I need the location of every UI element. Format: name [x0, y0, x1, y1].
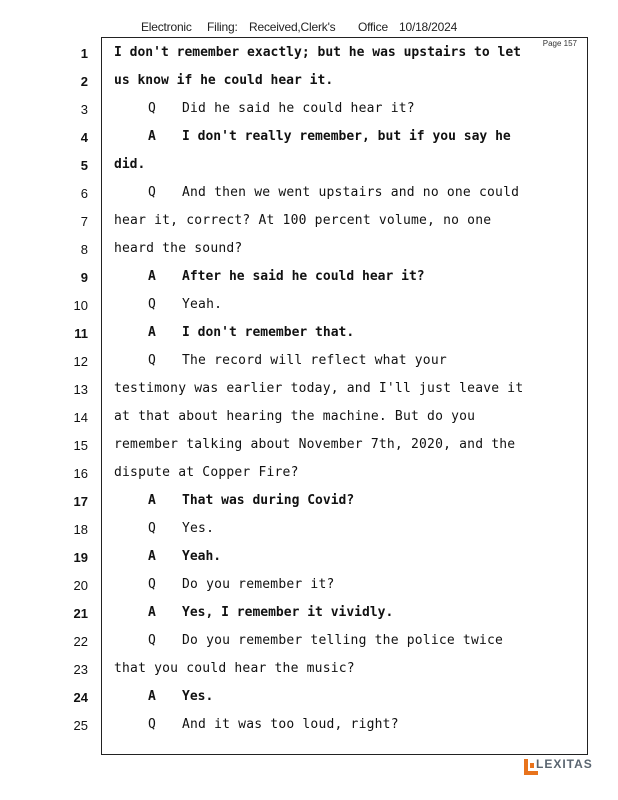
speaker-label: A: [148, 605, 156, 620]
line-text: us know if he could hear it.: [114, 73, 334, 88]
line-number: 23: [73, 662, 88, 677]
line-number: 7: [80, 214, 88, 229]
line-text: The record will reflect what your: [182, 353, 447, 368]
header-electronic: Electronic: [141, 20, 192, 34]
line-number: 4: [80, 130, 88, 145]
line-text: hear it, correct? At 100 percent volume, no one: [114, 213, 492, 228]
line-number: 19: [73, 550, 88, 565]
line-text: dispute at Copper Fire?: [114, 465, 299, 480]
transcript-line: [0, 432, 618, 460]
line-text: Do you remember it?: [182, 577, 335, 592]
speaker-label: Q: [148, 633, 156, 648]
transcript-line: [0, 96, 618, 124]
line-number: 20: [73, 578, 88, 593]
line-number: 24: [73, 690, 88, 705]
line-number: 2: [80, 74, 88, 89]
line-number: 15: [73, 438, 88, 453]
transcript-line: [0, 40, 618, 68]
speaker-label: Q: [148, 101, 156, 116]
line-text: Yes.: [182, 521, 215, 536]
header-received: Received,Clerk's: [249, 20, 336, 34]
transcript-line: [0, 628, 618, 656]
lexitas-logo-text: LEXITAS: [536, 757, 593, 771]
line-text: That was during Covid?: [182, 493, 355, 508]
header-office: Office: [358, 20, 388, 34]
transcript-line: [0, 516, 618, 544]
filing-header: [0, 20, 618, 38]
transcript-line: [0, 712, 618, 740]
transcript-line: [0, 208, 618, 236]
transcript-line: [0, 180, 618, 208]
transcript-line: [0, 348, 618, 376]
line-number: 11: [74, 326, 88, 341]
transcript-line: [0, 236, 618, 264]
line-text: I don't remember that.: [182, 325, 355, 340]
line-text: Did he said he could hear it?: [182, 101, 415, 116]
line-text: I don't really remember, but if you say he: [182, 129, 511, 144]
line-text: did.: [114, 157, 146, 172]
speaker-label: A: [148, 549, 156, 564]
line-number: 16: [73, 466, 88, 481]
speaker-label: Q: [148, 185, 156, 200]
transcript-line: [0, 460, 618, 488]
transcript-line: [0, 264, 618, 292]
line-text: Yeah.: [182, 549, 222, 564]
line-number: 13: [73, 382, 88, 397]
line-number: 6: [80, 186, 88, 201]
line-text: remember talking about November 7th, 2020, and the: [114, 437, 516, 452]
header-filing: Filing:: [207, 20, 238, 34]
speaker-label: A: [148, 493, 156, 508]
line-text: And then we went upstairs and no one could: [182, 185, 520, 200]
line-text: Yes.: [182, 689, 214, 704]
speaker-label: A: [148, 269, 156, 284]
page-number: Page 157: [542, 39, 577, 48]
speaker-label: Q: [148, 297, 156, 312]
speaker-label: Q: [148, 521, 156, 536]
speaker-label: Q: [148, 353, 156, 368]
line-number: 5: [80, 158, 88, 173]
transcript-line: [0, 152, 618, 180]
line-text: at that about hearing the machine. But do you: [114, 409, 476, 424]
line-number: 22: [73, 634, 88, 649]
transcript-line: [0, 68, 618, 96]
transcript-line: [0, 544, 618, 572]
line-number: 10: [73, 298, 88, 313]
line-number: 9: [80, 270, 88, 285]
transcript-line: [0, 320, 618, 348]
header-date: 10/18/2024: [399, 20, 458, 34]
line-text: testimony was earlier today, and I'll just leave it: [114, 381, 524, 396]
transcript-line: [0, 572, 618, 600]
speaker-label: A: [148, 129, 156, 144]
line-text: heard the sound?: [114, 241, 243, 256]
transcript-line: [0, 600, 618, 628]
line-number: 21: [73, 606, 88, 621]
line-text: Do you remember telling the police twice: [182, 633, 504, 648]
transcript-line: [0, 404, 618, 432]
transcript-line: [0, 292, 618, 320]
line-text: that you could hear the music?: [114, 661, 355, 676]
speaker-label: A: [148, 689, 156, 704]
line-text: Yeah.: [182, 297, 223, 312]
speaker-label: A: [148, 325, 156, 340]
line-number: 14: [73, 410, 88, 425]
line-number: 12: [73, 354, 88, 369]
line-number: 8: [80, 242, 88, 257]
lexitas-logo: [524, 757, 594, 777]
transcript-line: [0, 488, 618, 516]
line-number: 3: [80, 102, 88, 117]
line-text: I don't remember exactly; but he was upstairs to let: [114, 45, 521, 60]
line-number: 25: [73, 718, 88, 733]
transcript-line: [0, 124, 618, 152]
speaker-label: Q: [148, 577, 156, 592]
line-number: 18: [73, 522, 88, 537]
line-text: Yes, I remember it vividly.: [182, 605, 394, 620]
transcript-line: [0, 376, 618, 404]
speaker-label: Q: [148, 717, 156, 732]
transcript-line: [0, 684, 618, 712]
line-text: After he said he could hear it?: [182, 269, 425, 284]
transcript-line: [0, 656, 618, 684]
line-text: And it was too loud, right?: [182, 717, 399, 732]
line-number: 1: [80, 46, 88, 61]
line-number: 17: [73, 494, 88, 509]
